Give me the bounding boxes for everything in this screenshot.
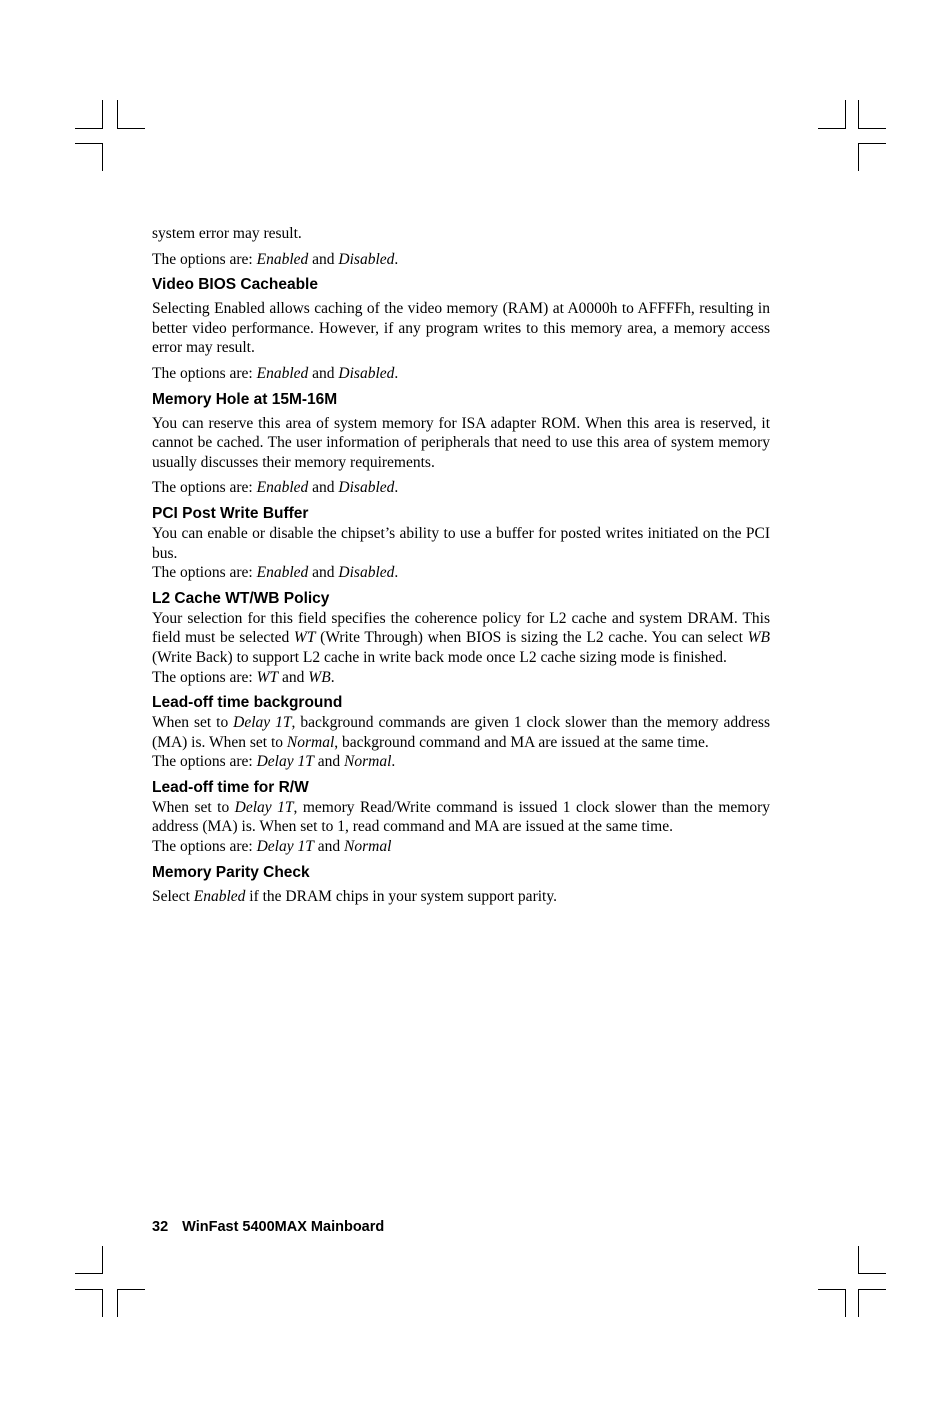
heading-leadoff-background: Lead-off time background [152,694,343,712]
leadoff-rw-body: When set to Delay 1T, memory Read/Write command is issued 1 clock slower than the memory address (MA) is. When set to 1, read command and MA are issued at the same time. [152,798,770,836]
heading-memory-hole: Memory Hole at 15M-16M [152,390,338,408]
pci-post-body: You can enable or disable the chipset’s ability to use a buffer for posted writes initiated on the PCI bus. [152,524,770,562]
heading-l2-cache: L2 Cache WT/WB Policy [152,589,330,607]
video-bios-body: Selecting Enabled allows caching of the video memory (RAM) at A0000h to AFFFFh, resulting in better video performance. However, if any program writes to this memory area, a memory access error may result. [152,300,770,357]
intro-options: The options are: Enabled and Disabled. [152,250,399,268]
heading-video-bios: Video BIOS Cacheable [152,276,318,294]
heading-memory-parity: Memory Parity Check [152,863,310,881]
memory-hole-body: You can reserve this area of system memory for ISA adapter ROM. When this area is reserved, it cannot be cached. The user information of peripherals that need to use this area of system memory usually discusses their memory requirements. [152,414,770,471]
memory-parity-body: Select Enabled if the DRAM chips in your system support parity. [152,887,557,905]
memory-hole-options: The options are: Enabled and Disabled. [152,479,399,497]
leadoff-background-body: When set to Delay 1T, background commands are given 1 clock slower than the memory address (MA) is. When set to Normal, background command and MA are issued at the same time. [152,714,770,751]
leadoff-rw-options: The options are: Delay 1T and Normal [152,838,392,856]
pci-post-options: The options are: Enabled and Disabled. [152,564,399,582]
l2-cache-body: Your selection for this field specifies the coherence policy for L2 cache and system DRAM. This field must be selected WT (Write Through) when BIOS is sizing the L2 cache. You can select WB (Write Back) to support L2 cache in write back mode once L2 cache sizing mode is finished. [152,609,771,666]
page-content [152,224,770,906]
leadoff-background-options: The options are: Delay 1T and Normal. [152,753,396,771]
page-number: 32 [152,1219,169,1235]
footer-title: WinFast 5400MAX Mainboard [182,1219,385,1235]
heading-leadoff-rw: Lead-off time for R/W [152,778,309,796]
page-footer [152,1219,384,1235]
l2-cache-options: The options are: WT and WB. [152,668,335,686]
video-bios-options: The options are: Enabled and Disabled. [152,364,399,382]
heading-pci-post: PCI Post Write Buffer [152,504,309,522]
intro-line: system error may result. [152,225,302,242]
